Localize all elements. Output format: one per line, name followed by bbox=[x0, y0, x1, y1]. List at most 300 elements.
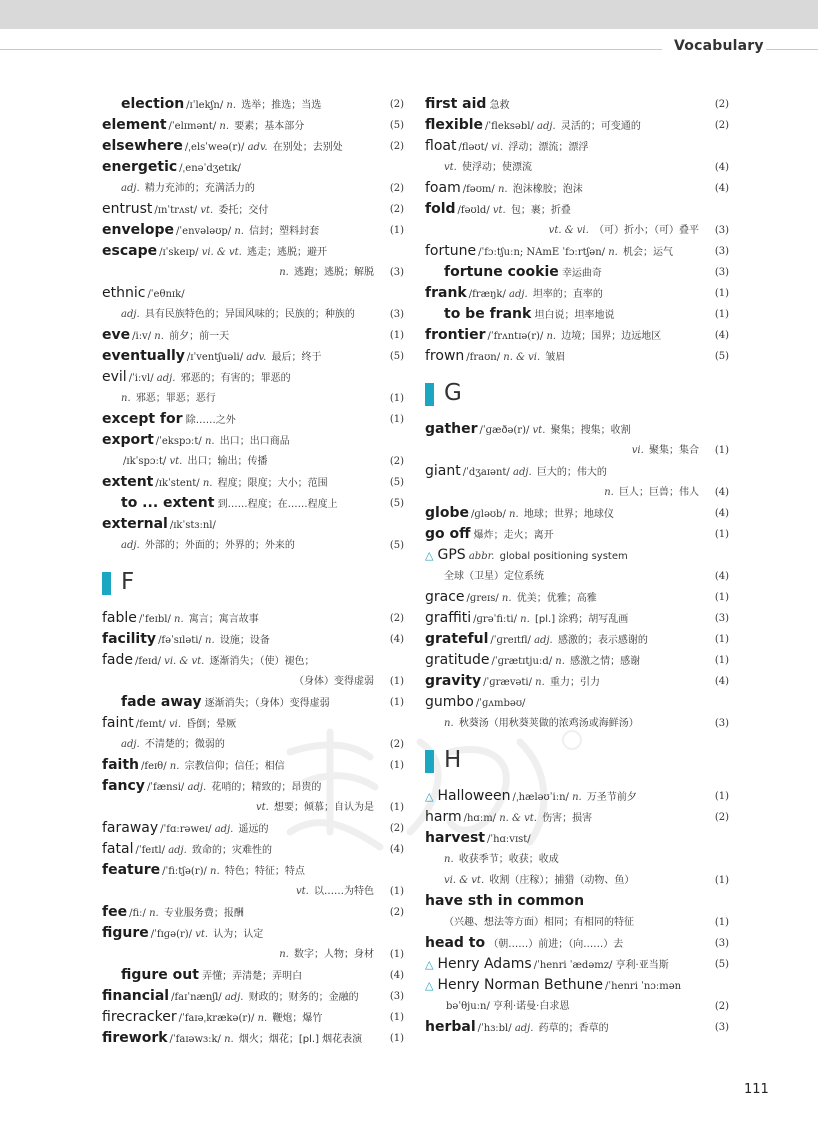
unit-number: (3) bbox=[714, 267, 729, 278]
part-of-speech: n. bbox=[224, 1034, 234, 1045]
definition: 幸运曲奇 bbox=[561, 268, 602, 279]
unit-number: (2) bbox=[389, 183, 404, 194]
headword: gravity bbox=[425, 673, 482, 689]
phonetic: /ɪˈskeɪp/ bbox=[159, 247, 199, 258]
definition: 前夕；前一天 bbox=[169, 331, 230, 342]
unit-number: (1) bbox=[389, 886, 404, 897]
headword: export bbox=[102, 432, 154, 448]
part-of-speech: n. bbox=[608, 247, 618, 258]
definition: 聚集；搜集；收割 bbox=[550, 425, 631, 436]
headword: harm bbox=[425, 809, 462, 825]
definition: 精力充沛的；充满活力的 bbox=[144, 183, 255, 194]
phonetic: /ˈfænsi/ bbox=[146, 782, 185, 793]
unit-number: (4) bbox=[714, 330, 729, 341]
headword: firecracker bbox=[102, 1009, 177, 1025]
unit-number: (1) bbox=[714, 917, 729, 928]
part-of-speech: n. bbox=[154, 331, 164, 342]
unit-number: (1) bbox=[714, 529, 729, 540]
headword: gather bbox=[425, 421, 478, 437]
unit-number: (4) bbox=[714, 508, 729, 519]
triangle-icon: △ bbox=[425, 790, 434, 803]
definition: 逐渐消失；（使）褪色； bbox=[209, 656, 315, 667]
part-of-speech: vt. bbox=[169, 456, 183, 467]
definition: 机会；运气 bbox=[623, 247, 674, 258]
unit-number: (2) bbox=[714, 120, 729, 131]
headword: faint bbox=[102, 715, 134, 731]
entry-continuation bbox=[102, 178, 404, 199]
part-of-speech: n. & vi. bbox=[503, 352, 541, 363]
headword: harvest bbox=[425, 830, 485, 846]
part-of-speech: adj. bbox=[121, 739, 140, 750]
entry-continuation bbox=[102, 535, 404, 556]
unit-number: (1) bbox=[714, 288, 729, 299]
part-of-speech: n. bbox=[257, 1013, 268, 1024]
vocab-entry bbox=[425, 975, 729, 996]
vocab-entry bbox=[425, 545, 729, 566]
vocab-entry bbox=[425, 283, 729, 304]
headword: first aid bbox=[425, 96, 487, 112]
vocab-entry bbox=[102, 650, 404, 671]
section-letter: G bbox=[444, 380, 462, 406]
definition: 亨利·亚当斯 bbox=[615, 960, 669, 971]
definition: 以……为特色 bbox=[314, 886, 374, 897]
definition: 逐渐消失；（身体）变得虚弱 bbox=[204, 698, 330, 709]
headword: graffiti bbox=[425, 610, 472, 626]
part-of-speech: n. bbox=[202, 478, 213, 489]
vocab-entry bbox=[102, 283, 404, 304]
unit-number: (2) bbox=[714, 1001, 729, 1012]
part-of-speech: adj. bbox=[512, 467, 532, 478]
left-column bbox=[102, 94, 404, 1049]
phonetic: /ˈɡæðə(r)/ bbox=[479, 425, 530, 436]
headword: external bbox=[102, 516, 168, 532]
unit-number: (1) bbox=[389, 1012, 404, 1023]
unit-number: (1) bbox=[389, 802, 404, 813]
phonetic: /ɡrəˈfiːti/ bbox=[473, 614, 517, 625]
headword: energetic bbox=[102, 159, 178, 175]
phonetic: /fəʊld/ bbox=[457, 205, 490, 216]
vocab-entry bbox=[102, 860, 404, 881]
phonetic: /hɑːm/ bbox=[463, 813, 497, 824]
entry-continuation bbox=[102, 304, 404, 325]
headword: fatal bbox=[102, 841, 134, 857]
definition: 万圣节前夕 bbox=[586, 792, 637, 803]
unit-number: (2) bbox=[389, 99, 404, 110]
headword: facility bbox=[102, 631, 157, 647]
part-of-speech: n. bbox=[501, 593, 512, 604]
section-marker-bar bbox=[425, 383, 434, 406]
headword: except for bbox=[102, 411, 183, 427]
headword: faraway bbox=[102, 820, 159, 836]
headword: head to bbox=[425, 935, 486, 951]
definition: 选举；推选；当选 bbox=[241, 100, 322, 111]
definition: 急救 bbox=[489, 100, 510, 111]
definition: （身体）变得虚弱 bbox=[294, 676, 374, 687]
definition: 专业服务费；报酬 bbox=[163, 908, 244, 919]
vocab-entry bbox=[425, 786, 729, 807]
part-of-speech: adj. bbox=[509, 289, 528, 300]
definition: 皱眉 bbox=[545, 352, 566, 363]
unit-number: (5) bbox=[389, 351, 404, 362]
part-of-speech: adj. bbox=[534, 635, 553, 646]
part-of-speech: n. bbox=[169, 761, 180, 772]
definition: 亨利·诺曼·白求恩 bbox=[493, 1001, 570, 1012]
phonetic: /ˈɡrævəti/ bbox=[483, 677, 532, 688]
part-of-speech: vi. & vt. bbox=[444, 875, 485, 886]
definition: 聚集；集合 bbox=[649, 445, 699, 456]
entry-continuation bbox=[425, 566, 729, 587]
definition: 巨人；巨兽；伟人 bbox=[619, 487, 699, 498]
headword: fade bbox=[102, 652, 134, 668]
vocab-entry bbox=[102, 608, 404, 629]
definition: 信封；塑料封套 bbox=[249, 226, 320, 237]
definition: 重力；引力 bbox=[549, 677, 600, 688]
vocab-entry bbox=[425, 503, 729, 524]
part-of-speech: n. bbox=[204, 436, 215, 447]
vocab-entry bbox=[425, 346, 729, 367]
entry-continuation bbox=[102, 388, 404, 409]
unit-number: (1) bbox=[389, 225, 404, 236]
part-of-speech: vi. & vt. bbox=[164, 656, 205, 667]
definition: 要素；基本部分 bbox=[234, 121, 305, 132]
part-of-speech: n. bbox=[444, 718, 454, 729]
part-of-speech: n. bbox=[279, 267, 289, 278]
phonetic: /iːv/ bbox=[132, 331, 152, 342]
part-of-speech: vi. bbox=[168, 719, 181, 730]
headword: grateful bbox=[425, 631, 489, 647]
entry-continuation bbox=[425, 870, 729, 891]
unit-number: (1) bbox=[389, 1033, 404, 1044]
phonetic: /ɡləʊb/ bbox=[470, 509, 506, 520]
headword: go off bbox=[425, 526, 471, 542]
headword: eve bbox=[102, 327, 131, 343]
part-of-speech: n. bbox=[205, 635, 215, 646]
phonetic: /ˈfeɪtl/ bbox=[135, 845, 165, 856]
phonetic: /ˈfɑːrəweɪ/ bbox=[160, 824, 212, 835]
part-of-speech: adj. bbox=[214, 824, 234, 835]
headword: Henry Adams bbox=[437, 956, 532, 972]
entry-continuation bbox=[102, 262, 404, 283]
unit-number: (3) bbox=[389, 267, 404, 278]
phonetic: /ˈhɜːbl/ bbox=[477, 1023, 512, 1034]
definition: 致命的；灾难性的 bbox=[192, 845, 273, 856]
headword: elsewhere bbox=[102, 138, 183, 154]
phonetic: /faɪˈnænʃl/ bbox=[171, 992, 222, 1003]
headword: to be frank bbox=[444, 306, 532, 322]
unit-number: (3) bbox=[714, 718, 729, 729]
headword: fable bbox=[102, 610, 137, 626]
phonetic: /ˈɡʌmbəʊ/ bbox=[475, 698, 526, 709]
phonetic: /ɪkˈspɔːt/ bbox=[123, 456, 167, 467]
phonetic: /ɪkˈstɜːnl/ bbox=[169, 520, 216, 531]
headword: have sth in common bbox=[425, 893, 585, 909]
definition: 坦率的；直率的 bbox=[532, 289, 603, 300]
vocab-entry bbox=[425, 262, 729, 283]
unit-number: (2) bbox=[714, 812, 729, 823]
header-rule bbox=[0, 49, 662, 50]
vocab-entry bbox=[425, 325, 729, 346]
phonetic: /ˈfaɪəwɜːk/ bbox=[169, 1034, 221, 1045]
vocab-entry bbox=[102, 839, 404, 860]
vocab-entry bbox=[102, 692, 404, 713]
part-of-speech: n. bbox=[210, 866, 220, 877]
vocab-entry bbox=[425, 94, 729, 115]
unit-number: (3) bbox=[714, 938, 729, 949]
headword: frontier bbox=[425, 327, 486, 343]
definition: global positioning system bbox=[499, 551, 628, 562]
phonetic: /feɪd/ bbox=[135, 656, 161, 667]
headword: election bbox=[121, 96, 185, 112]
part-of-speech: adv. bbox=[247, 142, 268, 153]
part-of-speech: vi. bbox=[491, 142, 504, 153]
unit-number: (1) bbox=[389, 393, 404, 404]
headword: gumbo bbox=[425, 694, 474, 710]
definition: 设施；设备 bbox=[219, 635, 270, 646]
unit-number: (2) bbox=[389, 204, 404, 215]
unit-number: (1) bbox=[714, 634, 729, 645]
definition: 数字；人物；身材 bbox=[294, 949, 374, 960]
phonetic: /ˌenəˈdʒetɪk/ bbox=[179, 163, 241, 174]
unit-number: (1) bbox=[714, 791, 729, 802]
part-of-speech: n. bbox=[604, 487, 614, 498]
vocab-entry bbox=[425, 241, 729, 262]
part-of-speech: n. bbox=[121, 393, 131, 404]
phonetic: /ɪˈventʃuəli/ bbox=[186, 352, 244, 363]
part-of-speech: vi. & vt. bbox=[201, 247, 242, 258]
headword: flexible bbox=[425, 117, 484, 133]
phonetic: /ˈfleksəbl/ bbox=[485, 121, 534, 132]
definition: 委托；交付 bbox=[218, 205, 269, 216]
unit-number: (5) bbox=[389, 477, 404, 488]
entry-continuation bbox=[102, 734, 404, 755]
unit-number: (2) bbox=[389, 613, 404, 624]
vocab-entry bbox=[425, 891, 729, 912]
part-of-speech: adj. bbox=[121, 309, 140, 320]
vocab-entry bbox=[102, 986, 404, 1007]
headword: globe bbox=[425, 505, 469, 521]
section-heading bbox=[425, 734, 729, 786]
vocab-entry bbox=[425, 587, 729, 608]
vocab-entry bbox=[102, 1007, 404, 1028]
headword: escape bbox=[102, 243, 158, 259]
vocab-entry bbox=[102, 157, 404, 178]
headword: herbal bbox=[425, 1019, 476, 1035]
definition: 到……程度；在……程度上 bbox=[217, 499, 338, 510]
part-of-speech: n. & vt. bbox=[499, 813, 537, 824]
section-letter: H bbox=[444, 747, 462, 773]
definition: 逃走；逃脱；避开 bbox=[247, 247, 328, 258]
definition: 特色；特征；特点 bbox=[224, 866, 305, 877]
vocab-entry bbox=[425, 650, 729, 671]
phonetic: /ˈhenri ˈnɔːmən bbox=[605, 981, 682, 992]
unit-number: (4) bbox=[389, 970, 404, 981]
vocab-entry bbox=[102, 199, 404, 220]
phonetic: /ˈfɔːtʃuːn; NAmE ˈfɔːrtʃən/ bbox=[478, 247, 606, 258]
unit-number: (1) bbox=[389, 949, 404, 960]
phonetic: /ɡreɪs/ bbox=[466, 593, 499, 604]
definition: 最后；终于 bbox=[271, 352, 322, 363]
triangle-icon: △ bbox=[425, 979, 434, 992]
definition: 不清楚的；微弱的 bbox=[144, 739, 225, 750]
vocab-entry bbox=[425, 199, 729, 220]
headword: Halloween bbox=[437, 788, 511, 804]
vocab-entry bbox=[102, 1028, 404, 1049]
headword: entrust bbox=[102, 201, 153, 217]
vocab-entry bbox=[425, 807, 729, 828]
headword: figure bbox=[102, 925, 149, 941]
headword: frown bbox=[425, 348, 465, 364]
part-of-speech: vt. bbox=[195, 929, 209, 940]
definition: 浮动；漂流；漂浮 bbox=[508, 142, 589, 153]
phonetic: /fəʊm/ bbox=[462, 184, 495, 195]
part-of-speech: vt. bbox=[255, 802, 269, 813]
part-of-speech: n. bbox=[535, 677, 545, 688]
unit-number: (4) bbox=[714, 183, 729, 194]
definition: 寓言；寓言故事 bbox=[188, 614, 259, 625]
headword: evil bbox=[102, 369, 127, 385]
vocab-entry bbox=[102, 430, 404, 451]
part-of-speech: adj. bbox=[224, 992, 244, 1003]
definition: 外部的；外面的；外界的；外来的 bbox=[144, 540, 295, 551]
entry-continuation bbox=[425, 157, 729, 178]
definition: 认为；认定 bbox=[213, 929, 264, 940]
headword: fancy bbox=[102, 778, 145, 794]
unit-number: (1) bbox=[714, 309, 729, 320]
headword: grace bbox=[425, 589, 465, 605]
phonetic: /ˈhɑːvɪst/ bbox=[486, 834, 531, 845]
definition: 在别处；去别处 bbox=[272, 142, 343, 153]
part-of-speech: vt. bbox=[444, 162, 457, 173]
page-header-title: Vocabulary bbox=[674, 38, 764, 54]
phonetic: /fræŋk/ bbox=[468, 289, 506, 300]
entry-continuation bbox=[425, 440, 729, 461]
unit-number: (4) bbox=[389, 844, 404, 855]
definition: 弄懂；弄清楚；弄明白 bbox=[202, 971, 303, 982]
definition: 收割（庄稼）；捕猎（动物、鱼） bbox=[489, 875, 635, 886]
unit-number: (1) bbox=[714, 875, 729, 886]
unit-number: (2) bbox=[389, 823, 404, 834]
part-of-speech: n. bbox=[149, 908, 159, 919]
part-of-speech: n. bbox=[226, 100, 237, 111]
definition: 想要；倾慕；自认为是 bbox=[274, 802, 374, 813]
vocab-entry bbox=[425, 608, 729, 629]
unit-number: (3) bbox=[389, 991, 404, 1002]
phonetic: /ˈhenri ˈædəmz/ bbox=[533, 960, 613, 971]
headword: fold bbox=[425, 201, 456, 217]
phonetic: /fəˈsɪləti/ bbox=[158, 635, 202, 646]
vocab-entry bbox=[102, 629, 404, 650]
vocab-entry bbox=[425, 692, 729, 713]
entry-continuation bbox=[425, 996, 729, 1017]
part-of-speech: adj. bbox=[187, 782, 207, 793]
vocab-entry bbox=[102, 472, 404, 493]
definition: （朝……）前进；（向……）去 bbox=[488, 939, 624, 950]
vocab-entry bbox=[425, 178, 729, 199]
definition: 地球；世界；地球仪 bbox=[523, 509, 614, 520]
part-of-speech: adj. bbox=[514, 1023, 534, 1034]
definition: （可）折小；（可）叠平 bbox=[594, 225, 699, 236]
part-of-speech: n. bbox=[509, 509, 519, 520]
part-of-speech: adj. bbox=[537, 121, 556, 132]
vocab-entry bbox=[425, 419, 729, 440]
phonetic: /ˈfeɪbl/ bbox=[138, 614, 171, 625]
part-of-speech: adv. bbox=[246, 352, 267, 363]
part-of-speech: adj. bbox=[168, 845, 187, 856]
unit-number: (1) bbox=[389, 676, 404, 687]
unit-number: (1) bbox=[389, 330, 404, 341]
vocab-entry bbox=[102, 514, 404, 535]
phonetic: /fraʊn/ bbox=[466, 352, 501, 363]
definition: 逃跑；逃脱；解脱 bbox=[294, 267, 374, 278]
part-of-speech: n. bbox=[234, 226, 244, 237]
definition: 灵活的；可变通的 bbox=[560, 121, 641, 132]
vocab-entry bbox=[102, 136, 404, 157]
definition: 烟火；烟花；[pl.] 烟花表演 bbox=[238, 1034, 363, 1045]
definition: 具有民族特色的；异国风味的；民族的；种族的 bbox=[144, 309, 355, 320]
headword: firework bbox=[102, 1030, 168, 1046]
definition: 程度；限度；大小；范围 bbox=[217, 478, 328, 489]
definition: 坦白说；坦率地说 bbox=[534, 310, 615, 321]
definition: 财政的；财务的；金融的 bbox=[248, 992, 359, 1003]
phonetic: /ˈenvələʊp/ bbox=[176, 226, 232, 237]
definition: [pl.] 涂鸦；胡写乱画 bbox=[534, 614, 629, 625]
part-of-speech: n. bbox=[279, 949, 289, 960]
headword: feature bbox=[102, 862, 161, 878]
part-of-speech: vi. bbox=[631, 445, 644, 456]
unit-number: (3) bbox=[714, 1022, 729, 1033]
part-of-speech: n. bbox=[555, 656, 565, 667]
unit-number: (1) bbox=[714, 592, 729, 603]
headword: element bbox=[102, 117, 167, 133]
entry-continuation bbox=[425, 220, 729, 241]
unit-number: (3) bbox=[714, 225, 729, 236]
definition: 优美；优雅；高雅 bbox=[516, 593, 597, 604]
vocab-entry bbox=[425, 828, 729, 849]
unit-number: (2) bbox=[389, 739, 404, 750]
unit-number: (3) bbox=[389, 309, 404, 320]
unit-number: (4) bbox=[714, 571, 729, 582]
headword: fade away bbox=[121, 694, 202, 710]
definition: 遥远的 bbox=[238, 824, 269, 835]
unit-number: (3) bbox=[714, 246, 729, 257]
definition: 秋葵汤（用秋葵荚做的浓鸡汤或海鲜汤） bbox=[458, 718, 639, 729]
vocab-entry bbox=[425, 524, 729, 545]
phonetic: /ˈfaɪəˌkrækə(r)/ bbox=[178, 1013, 255, 1024]
unit-number: (1) bbox=[714, 445, 729, 456]
definition: 鞭炮；爆竹 bbox=[272, 1013, 323, 1024]
vocab-entry bbox=[102, 493, 404, 514]
phonetic: /fiː/ bbox=[129, 908, 146, 919]
phonetic: /ˈɡreɪtfl/ bbox=[490, 635, 531, 646]
headword: eventually bbox=[102, 348, 185, 364]
definition: 邪恶；罪恶；恶行 bbox=[135, 393, 216, 404]
headword: GPS bbox=[437, 547, 466, 563]
vocab-entry bbox=[102, 776, 404, 797]
headword: frank bbox=[425, 285, 467, 301]
phonetic: /ˈiːvl/ bbox=[128, 373, 154, 384]
part-of-speech: vt. bbox=[295, 886, 309, 897]
part-of-speech: vt. bbox=[532, 425, 546, 436]
entry-continuation bbox=[102, 451, 404, 472]
vocab-entry bbox=[102, 409, 404, 430]
section-heading bbox=[425, 367, 729, 419]
part-of-speech: n. bbox=[546, 331, 557, 342]
unit-number: (5) bbox=[389, 540, 404, 551]
headword: faith bbox=[102, 757, 139, 773]
headword: fee bbox=[102, 904, 128, 920]
unit-number: (5) bbox=[389, 120, 404, 131]
entry-continuation bbox=[102, 671, 404, 692]
